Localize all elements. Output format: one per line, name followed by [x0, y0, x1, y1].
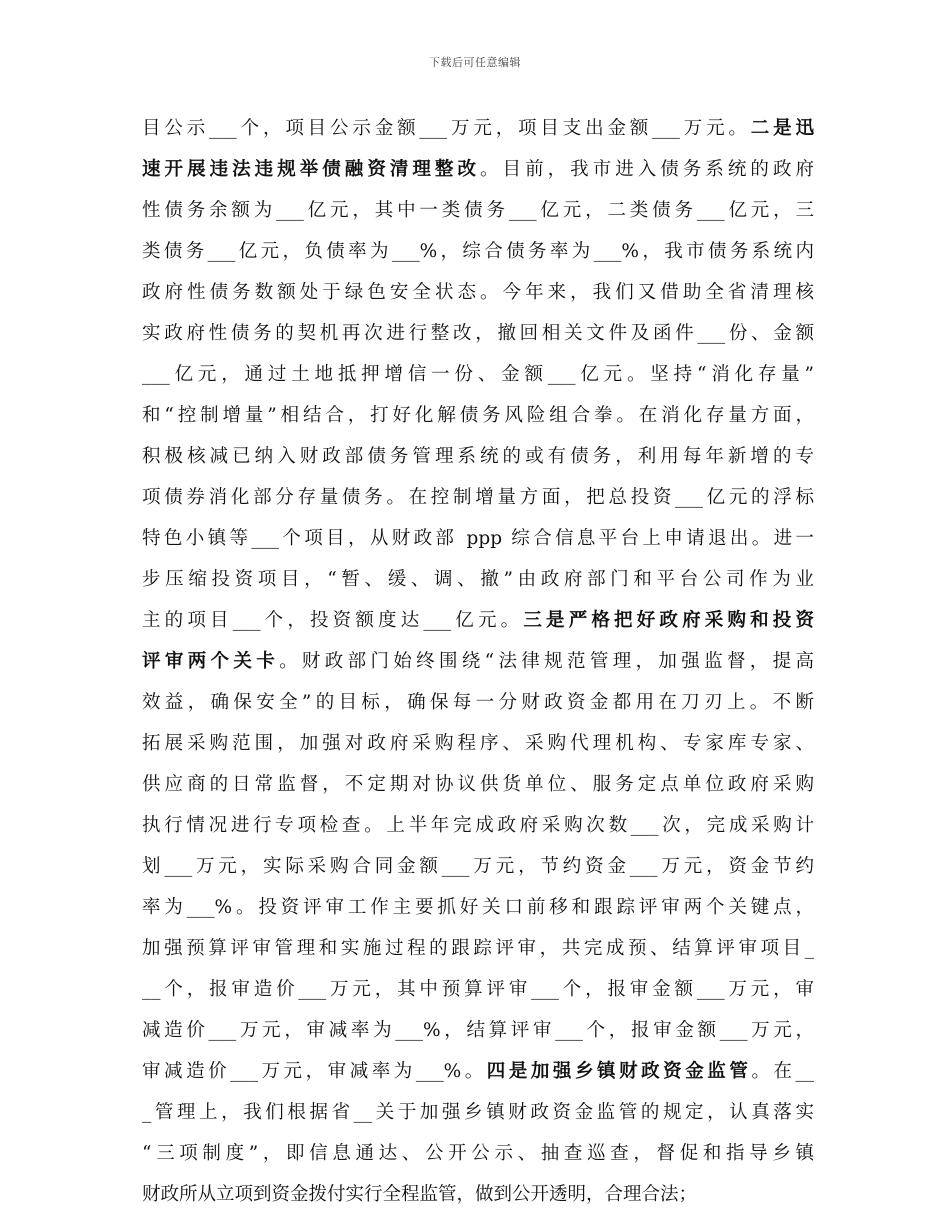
body-text: 审减造价___万元，审减率为___%。 — [142, 1061, 487, 1082]
paragraph-line — [142, 1010, 814, 1051]
paragraph-line — [142, 108, 814, 149]
body-text: 特色小镇等___个项目，从财政部 ppp 综合信息平台上申请退出。进一 — [142, 528, 814, 549]
paragraph-line — [142, 764, 814, 805]
body-text: 性债务余额为___亿元，其中一类债务___亿元，二类债务___亿元，三 — [142, 200, 814, 221]
body-text: 。目前，我市进入债务系统的政府 — [480, 159, 814, 180]
bold-heading-text: 速开展违法违规举债融资清理整改 — [142, 159, 481, 180]
body-text: 积极核减已纳入财政部债务管理系统的或有债务，利用每年新增的专 — [142, 446, 814, 467]
body-text: 效益，确保安全”的目标，确保每一分财政资金都用在刀刃上。不断 — [142, 692, 814, 713]
paragraph-line — [142, 846, 814, 887]
body-text: ___亿元，通过土地抵押增信一份、金额___亿元。坚持“消化存量” — [142, 364, 814, 385]
paragraph-line — [142, 354, 814, 395]
paragraph-line — [142, 1133, 814, 1174]
paragraph-line — [142, 436, 814, 477]
body-text: 加强预算评审管理和实施过程的跟踪评审，共完成预、结算评审项目_ — [142, 938, 814, 959]
body-text: 步压缩投资项目，“暂、缓、调、撤”由政府部门和平台公司作为业 — [142, 569, 814, 590]
paragraph-line — [142, 928, 814, 969]
body-text: 。在__ — [751, 1061, 814, 1082]
paragraph-line — [142, 477, 814, 518]
document-body — [142, 108, 814, 1215]
bold-heading-text: 评审两个关卡 — [142, 651, 280, 672]
body-text: 供应商的日常监督，不定期对协议供货单位、服务定点单位政府采购 — [142, 774, 814, 795]
body-text: 主的项目___个，投资额度达___亿元。 — [142, 610, 524, 631]
body-text: 项债券消化部分存量债务。在控制增量方面，把总投资___亿元的浮标 — [142, 487, 814, 508]
paragraph-line — [142, 805, 814, 846]
paragraph-line — [142, 313, 814, 354]
bold-heading-text: 四是加强乡镇财政资金监管 — [486, 1061, 752, 1082]
body-text: 。财政部门始终围绕“法律规范管理，加强监督，提高 — [279, 651, 814, 672]
paragraph-line — [142, 723, 814, 764]
body-text: 率为___%。投资评审工作主要抓好关口前移和跟踪评审两个关键点， — [142, 897, 814, 918]
body-text: 减造价___万元，审减率为___%，结算评审___个，报审金额___万元， — [142, 1020, 814, 1041]
paragraph-line — [142, 1092, 814, 1133]
body-text: 财政所从立项到资金拨付实行全程监管，做到公开透明，合理合法； — [142, 1184, 698, 1205]
body-text: 和“控制增量”相结合，打好化解债务风险组合拳。在消化存量方面， — [142, 405, 814, 426]
paragraph-line — [142, 641, 814, 682]
paragraph-line — [142, 231, 814, 272]
body-text: 执行情况进行专项检查。上半年完成政府采购次数___次，完成采购计 — [142, 815, 814, 836]
paragraph-line — [142, 969, 814, 1010]
paragraph-line — [142, 1174, 814, 1215]
paragraph-line — [142, 395, 814, 436]
paragraph-line — [142, 682, 814, 723]
paragraph-line — [142, 887, 814, 928]
paragraph-line — [142, 272, 814, 313]
bold-heading-text: 二是迅 — [750, 118, 814, 139]
body-text: 实政府性债务的契机再次进行整改，撤回相关文件及函件___份、金额 — [142, 323, 814, 344]
page-header-note: 下载后可任意编辑 — [429, 56, 521, 69]
bold-heading-text: 三是严格把好政府采购和投资 — [523, 610, 814, 631]
paragraph-line — [142, 518, 814, 559]
body-text: _管理上，我们根据省__关于加强乡镇财政资金监管的规定，认真落实 — [142, 1102, 814, 1123]
body-text: 拓展采购范围，加强对政府采购程序、采购代理机构、专家库专家、 — [142, 733, 814, 754]
paragraph-line — [142, 1051, 814, 1092]
paragraph-line — [142, 149, 814, 190]
body-text: 目公示___个，项目公示金额___万元，项目支出金额___万元。 — [142, 118, 751, 139]
paragraph-line — [142, 190, 814, 231]
body-text: __个，报审造价___万元，其中预算评审___个，报审金额___万元，审 — [142, 979, 814, 1000]
paragraph-line — [142, 559, 814, 600]
body-text: 类债务___亿元，负债率为___%，综合债务率为___%，我市债务系统内 — [142, 241, 814, 262]
body-text: “三项制度”，即信息通达、公开公示、抽查巡查，督促和指导乡镇 — [142, 1143, 814, 1164]
body-text: 政府性债务数额处于绿色安全状态。今年来，我们又借助全省清理核 — [142, 282, 814, 303]
body-text: 划___万元，实际采购合同金额___万元，节约资金___万元，资金节约 — [142, 856, 814, 877]
paragraph-line — [142, 600, 814, 641]
